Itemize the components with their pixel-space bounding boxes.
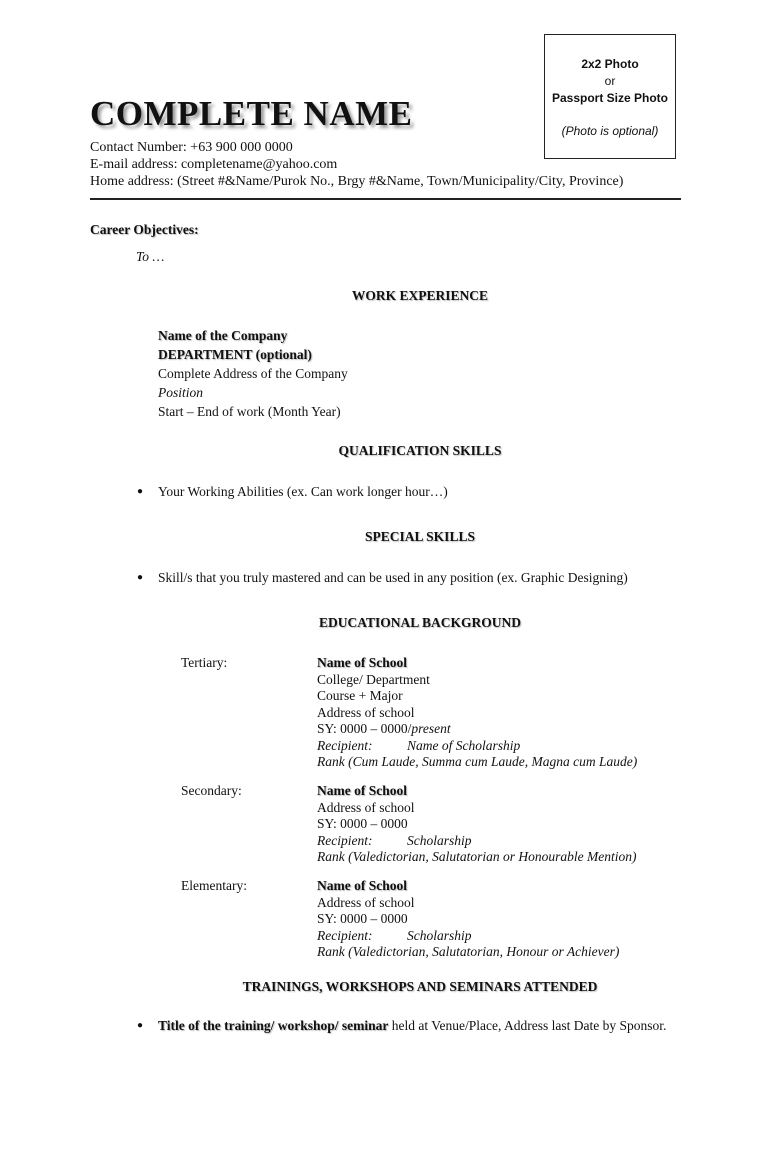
header-divider — [90, 198, 681, 200]
secondary-recipient-row — [317, 833, 636, 850]
secondary-rank: Rank (Valedictorian, Salutatorian or Honourable Mention) — [317, 849, 637, 864]
position: Position — [158, 385, 204, 400]
qualification-bullet: ● — [137, 486, 144, 497]
elementary-block — [317, 878, 619, 961]
training-details: held at Venue/Place, Address last Date by Sponsor. — [388, 1018, 667, 1033]
secondary-school: Name of School — [317, 783, 407, 798]
elementary-school: Name of School — [317, 878, 407, 893]
tertiary-block — [317, 655, 637, 771]
special-skills-title: SPECIAL SKILLS — [365, 529, 475, 544]
trainings-bullet: ● — [137, 1020, 144, 1031]
complete-name-heading: COMPLETE NAME — [90, 94, 413, 133]
work-experience-block — [158, 326, 348, 421]
tertiary-recipient-row — [317, 738, 637, 755]
tertiary-rank: Rank (Cum Laude, Summa cum Laude, Magna cum Laude) — [317, 754, 638, 769]
department: DEPARTMENT (optional) — [158, 347, 312, 362]
secondary-address: Address of school — [317, 799, 415, 815]
contact-number: Contact Number: +63 900 000 0000 — [90, 140, 293, 155]
training-item — [158, 1013, 680, 1038]
elementary-recipient-value: Scholarship — [407, 927, 472, 943]
home-address: Home address: (Street #&Name/Purok No., Brgy #&Name, Town/Municipality/City, Province) — [90, 174, 624, 189]
photo-placeholder — [544, 34, 676, 159]
tertiary-recipient-value: Name of Scholarship — [407, 737, 521, 753]
elementary-recipient-label: Recipient: — [317, 927, 373, 943]
photo-passport-label: Passport Size Photo — [551, 91, 669, 105]
company-address: Complete Address of the Company — [158, 366, 348, 381]
tertiary-recipient-label: Recipient: — [317, 737, 373, 753]
tertiary-course: Course + Major — [317, 688, 403, 703]
elementary-sy: SY: 0000 – 0000 — [317, 911, 408, 926]
elementary-rank: Rank (Valedictorian, Salutatorian, Honour or Achiever) — [317, 944, 620, 959]
tertiary-sy-present: present — [411, 721, 451, 736]
secondary-recipient-label: Recipient: — [317, 832, 373, 848]
tertiary-school: Name of School — [317, 655, 407, 670]
elementary-recipient-row — [317, 928, 619, 945]
email-address: E-mail address: completename@yahoo.com — [90, 157, 338, 172]
photo-size-label: 2x2 Photo — [581, 57, 639, 71]
photo-or-label: or — [604, 74, 616, 88]
tertiary-college: College/ Department — [317, 671, 430, 687]
educational-background-title: EDUCATIONAL BACKGROUND — [319, 615, 521, 630]
qualification-skills-title: QUALIFICATION SKILLS — [338, 443, 502, 458]
tertiary-sy-row — [317, 721, 637, 738]
elementary-address: Address of school — [317, 894, 415, 910]
photo-optional-note: (Photo is optional) — [561, 124, 659, 138]
training-title: Title of the training/ workshop/ seminar — [158, 1018, 389, 1033]
qualification-item: Your Working Abilities (ex. Can work longer hour…) — [158, 484, 448, 499]
tertiary-address: Address of school — [317, 704, 415, 720]
work-period: Start – End of work (Month Year) — [158, 404, 341, 419]
special-skills-bullet: ● — [137, 572, 144, 583]
secondary-sy: SY: 0000 – 0000 — [317, 816, 408, 831]
secondary-label: Secondary: — [181, 783, 242, 798]
tertiary-sy: SY: 0000 – 0000/ — [317, 721, 412, 736]
secondary-block — [317, 783, 636, 866]
career-objectives-label: Career Objectives: — [90, 222, 199, 237]
work-experience-title: WORK EXPERIENCE — [351, 288, 489, 303]
tertiary-label: Tertiary: — [181, 655, 228, 670]
secondary-recipient-value: Scholarship — [407, 832, 472, 848]
company-name: Name of the Company — [158, 328, 288, 343]
special-skills-item: Skill/s that you truly mastered and can be used in any position (ex. Graphic Designing) — [158, 570, 628, 585]
trainings-title: TRAININGS, WORKSHOPS AND SEMINARS ATTENDED — [242, 979, 598, 994]
elementary-label: Elementary: — [181, 878, 247, 893]
career-objectives-text: To … — [136, 249, 165, 264]
